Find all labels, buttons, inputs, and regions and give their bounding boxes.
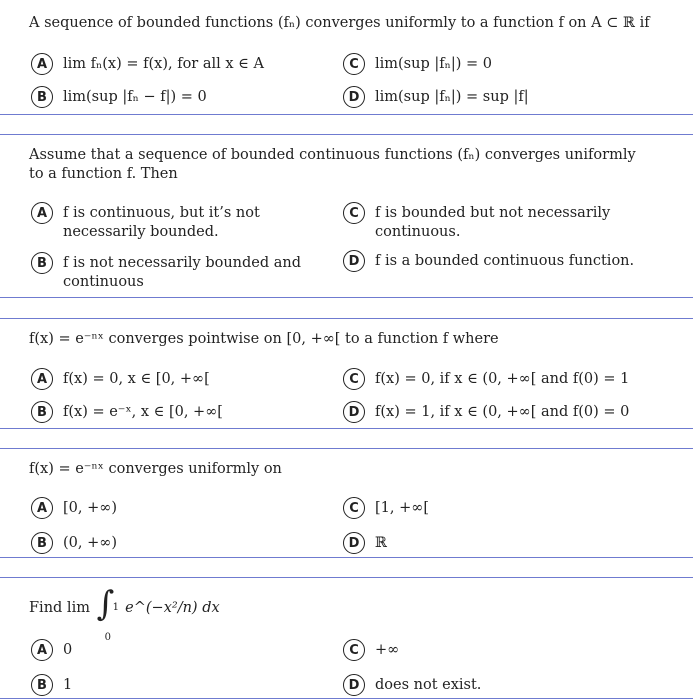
option-text: 0	[63, 642, 73, 658]
integral-lower: 0	[104, 632, 111, 643]
option-text: ℝ	[375, 535, 388, 551]
divider	[0, 428, 693, 429]
option-text: f is continuous, but it’s not necessarily bounded.	[63, 205, 260, 240]
option-badge: C	[343, 53, 365, 75]
question-4-prompt: f(x) = e⁻ⁿˣ converges uniformly on	[29, 461, 282, 477]
divider	[0, 318, 693, 319]
integral-sign-icon: ∫ 1 0	[95, 588, 121, 628]
option-text: 1	[63, 677, 73, 693]
option-text: f is bounded but not necessarily continuous.	[375, 205, 611, 240]
option-text: f(x) = e⁻ˣ, x ∈ [0, +∞[	[63, 404, 223, 420]
question-2-prompt: Assume that a sequence of bounded continuous functions (fₙ) converges uniformly to a function f. Then	[29, 147, 636, 182]
q5-option-b[interactable]	[31, 676, 72, 696]
divider	[0, 297, 693, 298]
q4-option-d[interactable]	[343, 534, 387, 554]
q1-option-c[interactable]	[343, 55, 492, 75]
q4-option-a[interactable]	[31, 499, 117, 519]
q2-option-a[interactable]	[31, 204, 328, 242]
option-badge: B	[31, 86, 53, 108]
option-text: does not exist.	[375, 677, 482, 693]
q2-option-d[interactable]	[343, 252, 640, 272]
option-badge: B	[31, 674, 53, 696]
option-text: lim(sup |fₙ − f|) = 0	[63, 89, 207, 105]
question-5-prompt	[29, 584, 669, 643]
option-text: f(x) = 0, if x ∈ (0, +∞[ and f(0) = 1	[375, 371, 630, 387]
option-badge: D	[343, 401, 365, 423]
divider	[0, 577, 693, 578]
q5-option-a[interactable]	[31, 641, 72, 661]
option-badge: C	[343, 497, 365, 519]
prompt-prefix: Find lim	[29, 600, 90, 616]
q1-option-a[interactable]	[31, 55, 264, 75]
option-badge: D	[343, 674, 365, 696]
q2-option-c[interactable]	[343, 204, 640, 242]
question-1-prompt: A sequence of bounded functions (fₙ) converges uniformly to a function f on A ⊂ ℝ if	[29, 15, 650, 31]
option-text: f is not necessarily bounded and continuous	[63, 255, 302, 290]
option-text: f(x) = 1, if x ∈ (0, +∞[ and f(0) = 0	[375, 404, 630, 420]
option-text: +∞	[375, 642, 400, 658]
option-badge: A	[31, 53, 53, 75]
option-text: (0, +∞)	[63, 535, 117, 551]
option-text: lim fₙ(x) = f(x), for all x ∈ A	[63, 56, 264, 72]
q3-option-a[interactable]	[31, 370, 210, 390]
divider	[0, 114, 693, 115]
option-badge: B	[31, 252, 53, 274]
divider	[0, 698, 693, 699]
option-text: [0, +∞)	[63, 500, 117, 516]
divider	[0, 557, 693, 558]
option-badge: D	[343, 532, 365, 554]
option-badge: A	[31, 368, 53, 390]
q1-option-b[interactable]	[31, 88, 207, 108]
option-badge: C	[343, 368, 365, 390]
option-badge: A	[31, 202, 53, 224]
divider	[0, 134, 693, 135]
option-text: lim(sup |fₙ|) = sup |f|	[375, 89, 529, 105]
question-3-prompt: f(x) = e⁻ⁿˣ converges pointwise on [0, +∞[ to a function f where	[29, 331, 499, 347]
q1-option-d[interactable]	[343, 88, 529, 108]
divider	[0, 448, 693, 449]
option-badge: B	[31, 532, 53, 554]
integrand: e^(−x²/n) dx	[125, 600, 220, 616]
option-badge: A	[31, 639, 53, 661]
q2-option-b[interactable]	[31, 254, 328, 292]
option-text: lim(sup |fₙ|) = 0	[375, 56, 493, 72]
option-badge: C	[343, 202, 365, 224]
q5-option-c[interactable]	[343, 641, 399, 661]
option-text: f(x) = 0, x ∈ [0, +∞[	[63, 371, 210, 387]
q4-option-b[interactable]	[31, 534, 117, 554]
integral-upper: 1	[112, 602, 119, 613]
q3-option-b[interactable]	[31, 403, 223, 423]
option-badge: A	[31, 497, 53, 519]
option-badge: B	[31, 401, 53, 423]
option-badge: D	[343, 86, 365, 108]
q3-option-d[interactable]	[343, 403, 629, 423]
q5-option-d[interactable]	[343, 676, 481, 696]
option-badge: C	[343, 639, 365, 661]
option-text: [1, +∞[	[375, 500, 429, 516]
q3-option-c[interactable]	[343, 370, 629, 390]
q4-option-c[interactable]	[343, 499, 429, 519]
option-text: f is a bounded continuous function.	[375, 253, 635, 269]
option-badge: D	[343, 250, 365, 272]
